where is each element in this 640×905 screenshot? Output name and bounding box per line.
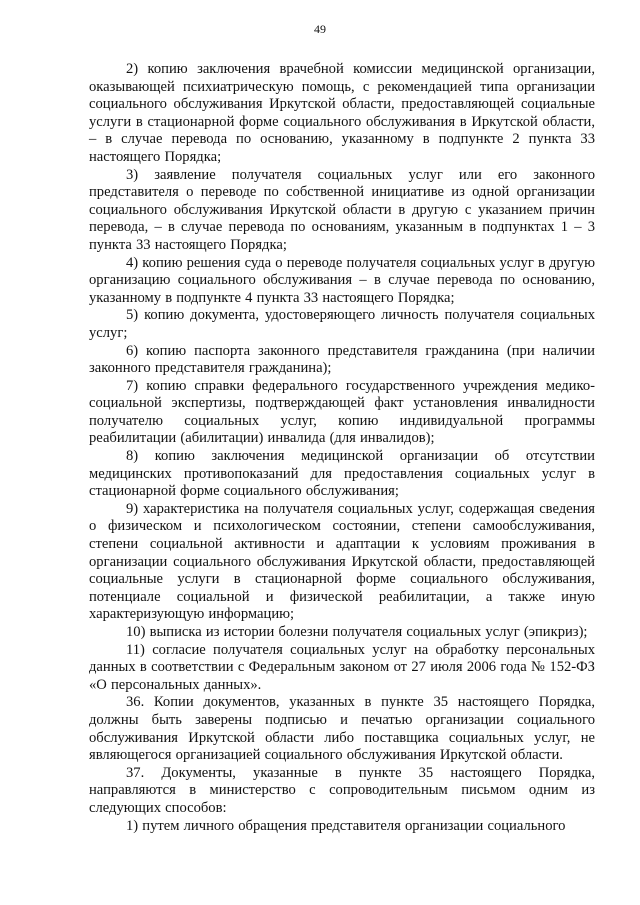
paragraph-item-7: 7) копию справки федерального государственного учреждения медико-социальной экспертизы, подтверждающей факт установления инвалидности получателю социальных услуг, копию индивидуальной программы реабилитации (абилитации) инвалида (для инвалидов);: [89, 377, 595, 447]
paragraph-item-11: 11) согласие получателя социальных услуг на обработку персональных данных в соответствии с Федеральным законом от 27 июля 2006 года № 152-ФЗ «О персональных данных».: [89, 641, 595, 693]
paragraph-item-4: 4) копию решения суда о переводе получателя социальных услуг в другую организацию социального обслуживания – в случае перевода по основанию, указанному в подпункте 4 пункта 33 настоящего Порядка;: [89, 254, 595, 306]
paragraph-clause-37: 37. Документы, указанные в пункте 35 настоящего Порядка, направляются в министерство с сопроводительным письмом одним из следующих способов:: [89, 764, 595, 816]
paragraph-item-5: 5) копию документа, удостоверяющего личность получателя социальных услуг;: [89, 307, 595, 341]
paragraph-item-9: 9) характеристика на получателя социальных услуг, содержащая сведения о физическом и психологическом состоянии, степени самообслуживания, степени социальной активности и адаптации к условиям проживания в организации социального обслуживания Иркутской области, предоставляющей социальные услуги в стационарной форме социального обслуживания, потенциале социальной и физической реабилитации, а также иную характеризующую информацию;: [89, 500, 595, 623]
document-body: [89, 61, 595, 835]
page-number: 49: [314, 22, 326, 36]
paragraph-item-3: 3) заявление получателя социальных услуг или его законного представителя о переводе по собственной инициативе из одной организации социального обслуживания Иркутской области в другую с указанием причин перевода, – в случае перевода по основаниям, указанным в подпунктах 1 – 3 пункта 33 настоящего Порядка;: [89, 166, 595, 253]
paragraph-method-1: 1) путем личного обращения представителя организации социального: [126, 817, 566, 834]
paragraph-clause-36: 36. Копии документов, указанных в пункте 35 настоящего Порядка, должны быть заверены подписью и печатью организации социального обслуживания Иркутской области либо поставщика социальных услуг, не являющегося организацией социального обслуживания Иркутской области.: [89, 694, 595, 764]
paragraph-item-8: 8) копию заключения медицинской организации об отсутствии медицинских противопоказаний для предоставления социальных услуг в стационарной форме социального обслуживания;: [89, 448, 595, 500]
paragraph-item-6: 6) копию паспорта законного представителя гражданина (при наличии законного представителя гражданина);: [89, 342, 595, 377]
paragraph-item-10: 10) выписка из истории болезни получателя социальных услуг (эпикриз);: [126, 624, 588, 640]
paragraph-item-2: 2) копию заключения врачебной комиссии медицинской организации, оказывающей психиатрическую помощь, с рекомендацией типа организации социального обслуживания Иркутской области, предоставляющей социальные услуги в стационарной форме социального обслуживания в Иркутской области, – в случае перевода по основанию, указанному в подпункте 2 пункта 33 настоящего Порядка;: [89, 61, 595, 165]
